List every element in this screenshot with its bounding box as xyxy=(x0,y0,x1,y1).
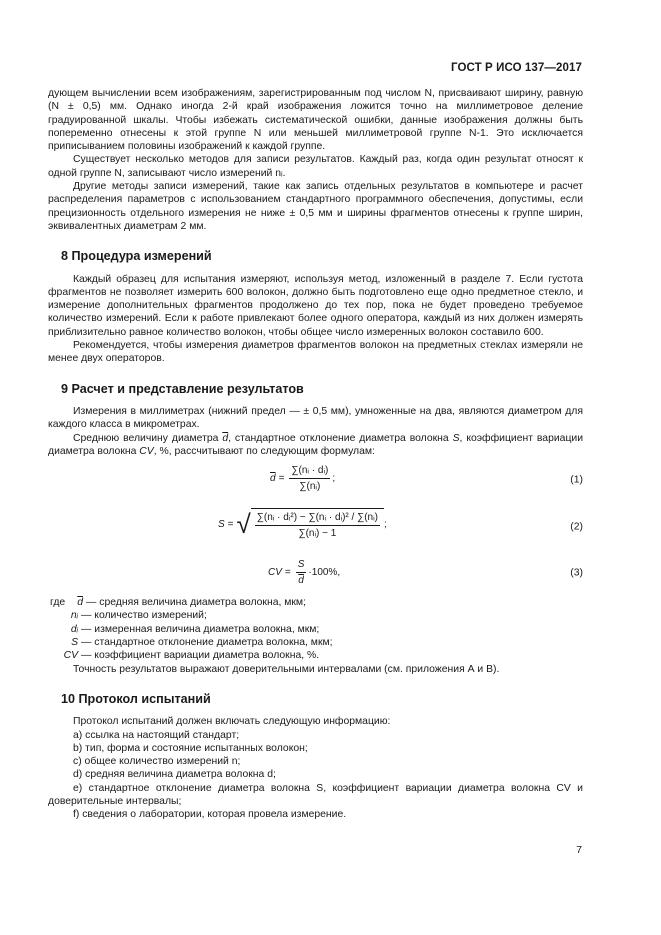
formula-3-fraction xyxy=(296,558,307,588)
formula-3-numerator: S xyxy=(296,558,307,573)
list-item: е) стандартное отклонение диаметра волокна S, коэффициент вариации диаметра волокна CV и доверительные интервалы; xyxy=(48,782,583,807)
list-item: а) ссылка на настоящий стандарт; xyxy=(73,729,240,741)
intro-paragraph-1: дующем вычислении всем изображениям, зарегистрированным под числом N, присваивают ширину, равную (N ± 0,5) мм. Однако иногда 2-й край изображения ложится точно на миллиметровое деление градуированной шкалы. Чтобы избежать систематической ошибки, данные изображения должны быть попеременно отнесены к этой группе N или меньшей миллиметровой группе N-1. Это исключается приписыванием половины изображений к каждой группе. xyxy=(48,88,583,153)
list-item: f) сведения о лаборатории, которая провела измерение. xyxy=(73,809,347,821)
legend-row: CV — коэффициент вариации диаметра волокна, %. xyxy=(63,650,320,662)
section-9-paragraph-2: Среднюю величину диаметра $\overline{d}$, стандартное отклонение диаметра волокна S, коэффициент вариации диаметра волокна CV, %, рассчитывают по следующим формулам: xyxy=(48,432,583,457)
formula-1-fraction xyxy=(289,464,330,494)
section-10-title: 10 Протокол испытаний xyxy=(61,691,211,706)
formula-2-numerator: ∑(nᵢ · dᵢ²) − ∑(nᵢ · dᵢ)² / ∑(nᵢ) xyxy=(255,511,380,526)
intro-paragraph-3: Другие методы записи измерений, такие как запись отдельных результатов в компьютере и расчет распределения параметров с использованием стандартного программного обеспечения, допустимы, если прецизионность отдельного измерения не ниже ± 0,5 мм и ширины фрагментов отнесены к группе ширин, эквивалентных диаметрам 2 мм. xyxy=(48,181,583,232)
page-content xyxy=(48,87,583,822)
section-9-paragraph-1: Измерения в миллиметрах (нижний предел — ± 0,5 мм), умноженные на два, являются диаметром для каждого класса в микрометрах. xyxy=(48,405,583,431)
legend-row: dᵢ — измеренная величина диаметра волокна, мкм; xyxy=(70,623,320,635)
list-item: с) общее количество измерений n; xyxy=(73,756,241,768)
section-9-paragraph-3: Точность результатов выражают доверительными интервалами (см. приложения А и В). xyxy=(73,663,500,675)
legend-row: nᵢ — количество измерений; xyxy=(70,610,207,622)
symbol-legend xyxy=(48,596,583,662)
page-number: 7 xyxy=(576,845,582,856)
formula-3-lhs: CV xyxy=(268,567,282,579)
formula-1-numerator: ∑(nᵢ · dᵢ) xyxy=(289,464,330,479)
formula-1-lhs: $\overline{d}$ xyxy=(270,473,276,485)
formula-3-denominator: d xyxy=(298,575,304,587)
section-9-title: 9 Расчет и представление результатов xyxy=(61,381,304,396)
standard-header: ГОСТ Р ИСО 137—2017 xyxy=(450,62,582,74)
section-10-paragraph-1: Протокол испытаний должен включать следующую информацию: xyxy=(73,716,391,728)
intro-paragraph-2: Существует несколько методов для записи результатов. Каждый раз, когда один результат относят к одной группе N, записывают число измерений nᵢ. xyxy=(48,154,583,179)
formula-3-number: (3) xyxy=(570,567,583,579)
section-8-paragraph-2: Рекомендуется, чтобы измерения диаметров фрагментов волокон на предметных стеклах измеряли не менее двух операторов. xyxy=(48,340,583,365)
formula-1-number: (1) xyxy=(570,474,583,486)
section-8-paragraph-1: Каждый образец для испытания измеряют, используя метод, изложенный в разделе 7. Если густота фрагментов не позволяет измерить 600 волокон, должно быть подготовлено еще одно предметное стекло, и измерение дополнительных фрагментов продолжено до тех пор, пока не будет проведено требуемое количество измерений. Если к работе привлекают более одного оператора, каждый из них должен измерять приблизительно равное количество волокон, чтобы общее число измеренных волокон составило 600. xyxy=(48,273,583,338)
list-item: b) тип, форма и состояние испытанных волокон; xyxy=(73,742,308,754)
formula-1-denominator: ∑(nᵢ) xyxy=(299,481,321,493)
formula-2-lhs: S xyxy=(218,518,225,530)
symbol-d: $\overline{d}$ xyxy=(222,432,229,444)
list-item: d) средняя величина диаметра волокна d; xyxy=(73,769,276,781)
symbol-cv: CV xyxy=(139,445,154,457)
legend-row: где $\overline{d}$ — средняя величина диаметра волокна, мкм; xyxy=(50,597,306,609)
symbol-s: S xyxy=(452,432,460,444)
legend-row: S — стандартное отклонение диаметра волокна, мкм; xyxy=(71,637,333,649)
formula-1: $\overline{d}$ = $\frac{\text{∑(nᵢ · dᵢ)}}{\text{∑(nᵢ)}}$ ; (1) xyxy=(270,465,583,493)
formula-2-sqrt: √ $\frac{\text{∑(nᵢ · dᵢ²) − ∑(nᵢ · dᵢ)² / ∑(nᵢ)}}{\text{∑(nᵢ) − 1}}$ xyxy=(237,508,384,541)
formula-2-number: (2) xyxy=(570,521,583,533)
section-8-title: 8 Процедура измерений xyxy=(61,249,212,264)
formula-3: CV = $\frac{S}{d}$ ·100%, (3) xyxy=(268,559,583,587)
formula-2-fraction xyxy=(255,511,380,541)
formula-2-denominator: ∑(nᵢ) − 1 xyxy=(298,528,337,540)
formula-2: S = √ $\frac{\text{∑(nᵢ · dᵢ²) − ∑(nᵢ · dᵢ)² / ∑(nᵢ)}}{\text{∑(nᵢ) − 1}}$ ; (2) xyxy=(218,509,583,540)
